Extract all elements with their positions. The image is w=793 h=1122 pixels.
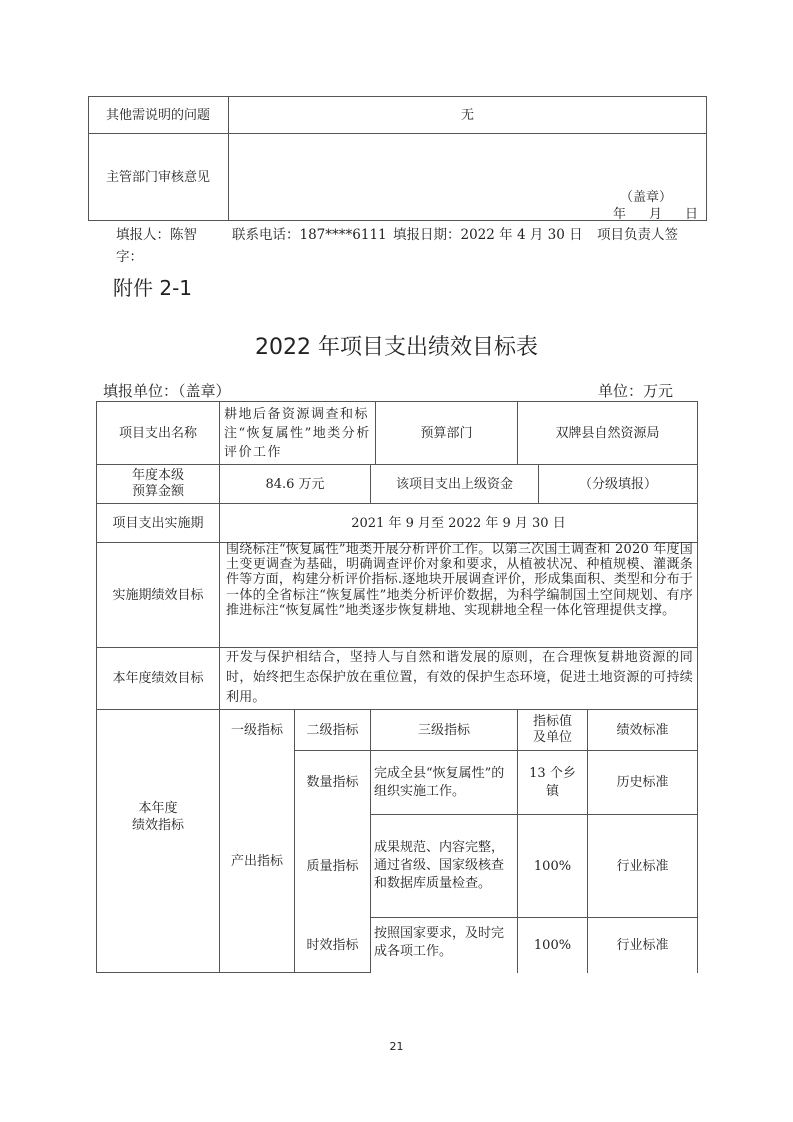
table-row <box>295 815 370 917</box>
project-name-value: 耕地后备资源调查和标注“恢复属性”地类分析评价工作 <box>224 406 371 460</box>
annual-budget-label <box>97 465 219 503</box>
unit-label: 单位：万元 <box>598 382 674 400</box>
other-issues-label: 其他需说明的问题 <box>105 107 210 123</box>
level3-quantity: 完成全县“恢复属性”的组织实施工作。 <box>374 765 505 799</box>
annual-budget-value: 84.6 万元 <box>265 476 325 492</box>
superior-funds-label: 该项目支出上级资金 <box>395 476 513 492</box>
header-value-unit <box>518 710 587 750</box>
budget-dept-label: 预算部门 <box>420 425 473 441</box>
period-goal-value: 围绕标注“恢复属性”地类开展分析评价工作。以第三次国土调查和 2020 年度国土变更调查为基础，明确调查评价对象和要求，从植被状况、种植规模、灌溉条件等方面，构建分析评价指标.逐地块开展调查评价，形成集面积、类型和分布于一体的全省标注“恢复属性”地类分析评价数据，为科学编制国土空间规划、有序推进标注“恢复属性”地类逐步恢复耕地、实现耕地全程一体化管理提供支撑。 <box>226 542 693 618</box>
date-year: 年 <box>613 207 627 222</box>
value-quantity-1: 13 个乡 <box>529 765 576 781</box>
standard-quality: 行业标准 <box>616 858 669 874</box>
value-quantity <box>518 751 587 814</box>
header-level1: 一级指标 <box>230 722 283 738</box>
standard-quantity: 历史标准 <box>616 775 669 790</box>
other-issues-value: 无 <box>460 107 474 123</box>
standard-timeliness: 行业标准 <box>616 937 669 953</box>
header-level3: 三级指标 <box>417 722 470 738</box>
value-quality: 100% <box>533 858 572 874</box>
filler-name: 填报人：陈智 <box>116 227 197 243</box>
period-value: 2021 年 9 月至 2022 年 9 月 30 日 <box>351 515 566 531</box>
header-level2: 二级指标 <box>306 722 359 738</box>
leader-sign: 项目负责人签 <box>597 227 678 243</box>
date-day: 日 <box>685 207 699 222</box>
attachment-label: 附件 2-1 <box>113 276 193 300</box>
contact-phone: 联系电话：187****6111 <box>232 227 387 243</box>
level2-quantity: 数量指标 <box>306 775 359 790</box>
page-number: 21 <box>389 1040 404 1053</box>
indicators-label <box>97 800 219 860</box>
review-label: 主管部门审核意见 <box>105 169 210 185</box>
header-value-unit-2: 及单位 <box>532 730 572 745</box>
fill-date: 填报日期：2022 年 4 月 30 日 <box>393 227 583 243</box>
indicators-label-1: 本年度 <box>138 801 178 816</box>
header-standard: 绩效标准 <box>616 722 669 738</box>
annual-budget-label-2: 预算金额 <box>131 484 184 499</box>
seal-text: （盖章） <box>620 190 673 205</box>
superior-funds-value: （分级填报） <box>578 476 657 492</box>
annual-goal-label: 本年度绩效目标 <box>112 671 204 686</box>
value-quantity-2: 镇 <box>545 783 559 799</box>
level2-timeliness: 时效指标 <box>306 937 359 953</box>
table-row <box>295 751 370 814</box>
project-name-label: 项目支出名称 <box>118 425 197 441</box>
budget-dept-value: 双牌县自然资源局 <box>555 425 660 441</box>
fill-unit: 填报单位：（盖章） <box>103 382 231 400</box>
header-value-unit-1: 指标值 <box>532 714 572 729</box>
level3-timeliness: 按照国家要求，及时完成各项工作。 <box>374 926 505 959</box>
indicators-label-2: 绩效指标 <box>131 818 184 833</box>
period-goal-label: 实施期绩效目标 <box>112 587 204 603</box>
date-month: 月 <box>649 207 663 222</box>
value-timeliness: 100% <box>533 937 572 953</box>
level2-quality: 质量指标 <box>306 858 359 874</box>
page-title: 2022 年项目支出绩效目标表 <box>255 335 538 360</box>
level3-quality: 成果规范、内容完整，通过省级、国家级核查和数据库质量检查。 <box>374 840 505 891</box>
annual-budget-label-1: 年度本级 <box>131 468 184 483</box>
level1-output: 产出指标 <box>230 854 283 869</box>
annual-goal-value: 开发与保护相结合，坚持人与自然和谐发展的原则，在合理恢复耕地资源的同时，始终把生态保护放在重位置，有效的保护生态环境，促进土地资源的可持续利用。 <box>226 650 693 705</box>
table-row <box>295 918 370 972</box>
period-label: 项目支出实施期 <box>112 515 204 531</box>
filler-name-cont: 字： <box>116 249 143 265</box>
